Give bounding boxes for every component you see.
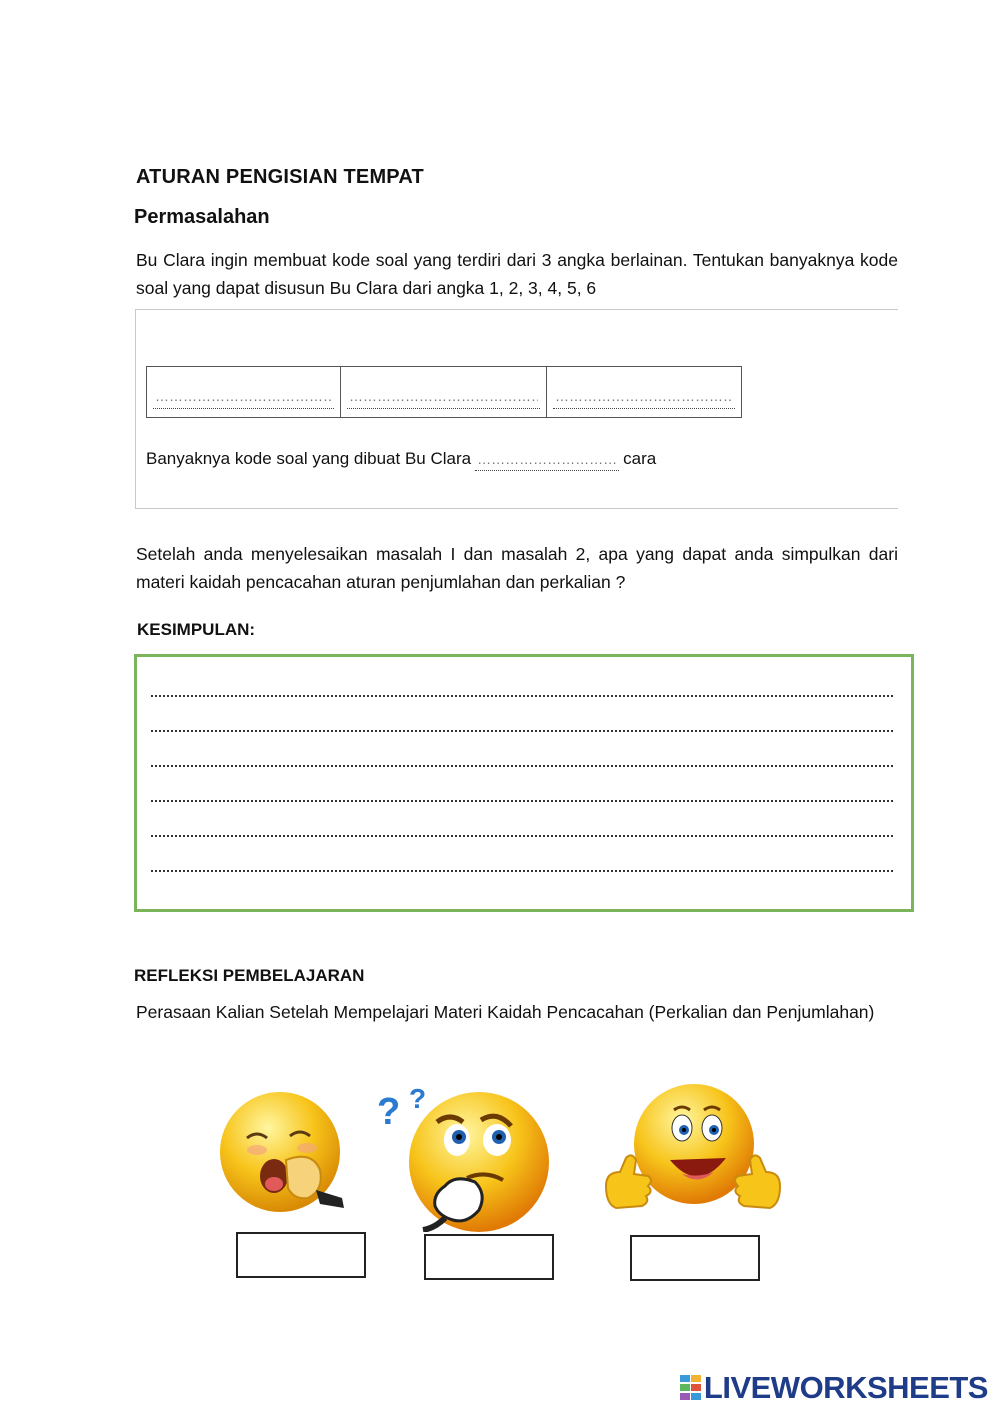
conclusion-line-4[interactable]	[151, 778, 893, 802]
answer-line	[146, 448, 656, 471]
answer-suffix: cara	[623, 449, 657, 468]
thinking-face-icon	[375, 1082, 555, 1232]
slot-1-input[interactable]	[153, 384, 334, 409]
slot-1	[147, 367, 341, 417]
conclusion-line-5[interactable]	[151, 813, 893, 837]
problem-title: Permasalahan	[134, 206, 270, 228]
conclusion-line-3[interactable]	[151, 743, 893, 767]
conclusion-title: KESIMPULAN:	[137, 620, 256, 639]
brand-text: LIVEWORKSHEETS	[703, 1370, 988, 1405]
place-value-slots	[146, 366, 742, 418]
problem-text: Bu Clara ingin membuat kode soal yang terdiri dari 3 angka berlainan. Tentukan banyaknya kode soal yang dapat disusun Bu Clara dari angka 1, 2, 3, 4, 5, 6	[136, 250, 898, 298]
refleksi-title: REFLEKSI PEMBELAJARAN	[134, 966, 365, 985]
conclusion-box	[134, 654, 914, 912]
conclusion-line-1[interactable]	[151, 673, 893, 697]
refleksi-text: Perasaan Kalian Setelah Mempelajari Materi Kaidah Pencacahan (Perkalian dan Penjumlahan)	[136, 1002, 875, 1022]
svg-text:?: ?	[377, 1091, 401, 1133]
thumbs-up-smiley-icon	[598, 1082, 788, 1227]
svg-text:?: ?	[409, 1083, 427, 1114]
answer-input[interactable]	[475, 448, 619, 471]
reflection-question: Setelah anda menyelesaikan masalah I dan masalah 2, apa yang dapat anda simpulkan dari materi kaidah pencacahan aturan penjumlahan dan perkalian ?	[136, 544, 898, 592]
page-heading: ATURAN PENGISIAN TEMPAT	[136, 166, 424, 188]
slot-2	[341, 367, 547, 417]
slot-2-input[interactable]	[347, 384, 540, 409]
conclusion-line-6[interactable]	[151, 848, 893, 872]
problem-answer-box	[135, 309, 898, 509]
answer-prefix: Banyaknya kode soal yang dibuat Bu Clara	[146, 449, 472, 468]
yawning-face-icon	[212, 1090, 352, 1215]
brand-blocks-icon	[680, 1375, 702, 1401]
feeling-box-3[interactable]	[630, 1235, 760, 1281]
feeling-box-2[interactable]	[424, 1234, 554, 1280]
slot-3	[547, 367, 741, 417]
liveworksheets-logo	[680, 1370, 988, 1406]
feeling-box-1[interactable]	[236, 1232, 366, 1278]
conclusion-line-2[interactable]	[151, 708, 893, 732]
slot-3-input[interactable]	[553, 384, 735, 409]
